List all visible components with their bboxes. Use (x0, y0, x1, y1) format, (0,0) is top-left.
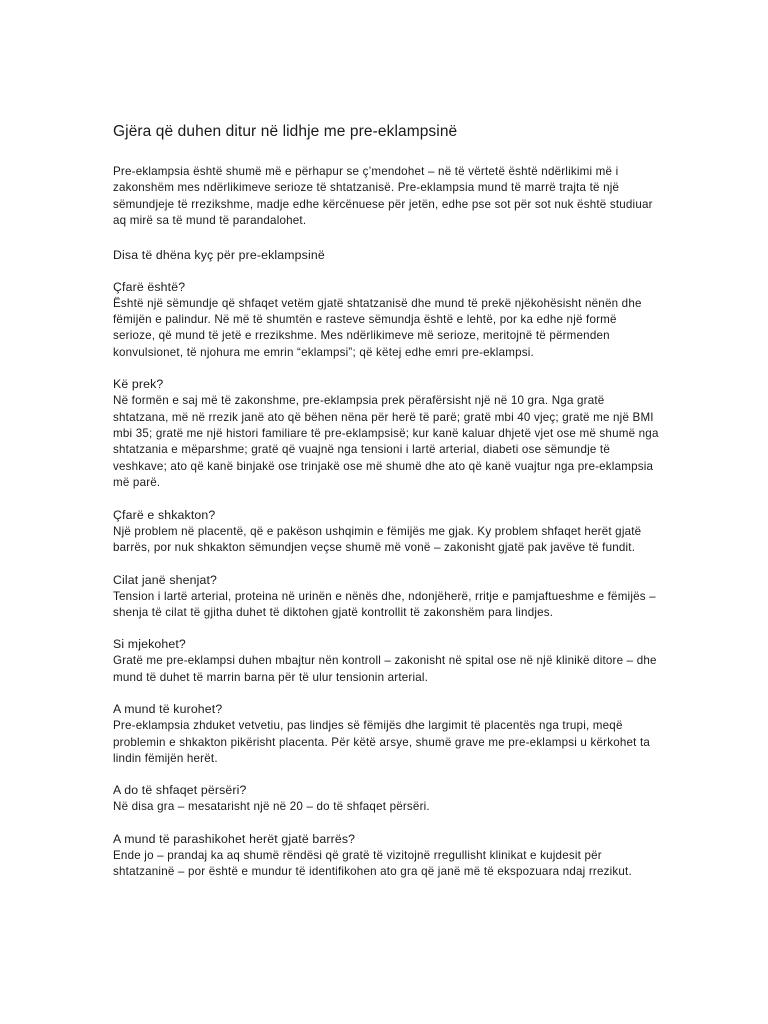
faq-question: Cilat janë shenjat? (113, 572, 218, 587)
faq-section-treatment (113, 636, 661, 686)
faq-answer: Ende jo – prandaj ka aq shumë rëndësi që gratë të vizitojnë rregullisht klinikat e kujdesit për shtatzaninë – por është e mundur të identifikohen ato gra që janë më të ekspozuara ndaj rrezikut. (113, 848, 632, 879)
faq-question: Kë prek? (113, 377, 164, 392)
faq-answer: Një problem në placentë, që e pakëson ushqimin e fëmijës me gjak. Ky problem shfaqet herët gjatë barrës, por nuk shkakton sëmundjen veçse shumë më vonë – zakonisht gjatë pak javëve të fundit. (113, 524, 642, 555)
faq-question: A do të shfaqet përsëri? (113, 783, 247, 798)
faq-section-cure (113, 701, 661, 767)
faq-section-who (113, 376, 661, 491)
faq-answer: Gratë me pre-eklampsi duhen mbajtur nën kontroll – zakonisht në spital ose në një klinikë ditore – dhe mund të duhet të marrin barna për të ulur tensionin arterial. (113, 654, 657, 684)
faq-question: Si mjekohet? (113, 637, 186, 652)
faq-question: Çfarë është? (113, 279, 186, 294)
faq-answer: Është një sëmundje që shfaqet vetëm gjatë shtatzanisë dhe mund të prekë njëkohësisht nënën dhe fëmijën e palindur. Në më të shumtën e rasteve sëmundja është e lehtë, por ka edhe një formë serioze, që mund të jetë e rrezikshme. Mes ndërlikimeve më serioze, meritojnë të përmenden konvulsionet, të njohura me emrin “eklampsi”; që këtej edhe emri pre-eklampsi. (113, 296, 642, 359)
faq-section-prediction (113, 831, 661, 881)
faq-section-cause (113, 507, 661, 557)
faq-answer: Tension i lartë arterial, proteina në urinën e nënës dhe, ndonjëherë, rritje e pamjaftueshme e fëmijës – shenja të cilat të gjitha duhet të diktohen gjatë kontrollit të zakonshëm para lindjes. (113, 589, 656, 619)
faq-answer: Në disa gra – mesatarisht një në 20 – do të shfaqet përsëri. (113, 800, 430, 814)
key-facts-heading: Disa të dhëna kyç për pre-eklampsinë (113, 247, 325, 262)
document-page (113, 122, 661, 896)
faq-question: Çfarë e shkakton? (113, 507, 216, 522)
faq-answer: Pre-eklampsia zhduket vetvetiu, pas lindjes së fëmijës dhe largimit të placentës nga trupi, meqë problemin e shkakton pikërisht placenta. Për këtë arsye, shumë grave me pre-eklampsi u kërkohet ta lindin fëmijën herët. (113, 719, 651, 765)
faq-section-what (113, 279, 661, 362)
faq-question: A mund të parashikohet herët gjatë barrës? (113, 831, 356, 846)
faq-answer: Në formën e saj më të zakonshme, pre-eklampsia prek përafërsisht një në 10 gra. Nga gratë shtatzana, më në rrezik janë ato që bëhen nëna për herë të parë; gratë mbi 40 vjeç; gratë me një BMI mbi 35; gratë me një histori familiare të pre-eklampsisë; kur kanë kaluar dhjetë vjet ose më shumë nga shtatzania e mëparshme; gratë që vuajnë nga tensioni i lartë arterial, diabeti ose sëmundje të veshkave; ato që kanë binjakë ose trinjakë ose më shumë dhe ato që kanë vuajtur nga pre-eklampsia më parë. (113, 394, 659, 490)
document-title: Gjëra që duhen ditur në lidhje me pre-eklampsinë (113, 123, 458, 140)
faq-question: A mund të kurohet? (113, 702, 223, 717)
faq-section-signs (113, 572, 661, 622)
intro-paragraph: Pre-eklampsia është shumë më e përhapur se ç’mendohet – në të vërtetë është ndërlikimi më i zakonshëm mes ndërlikimeve serioze të shtatzanisë. Pre-eklampsia mund të marrë trajta të një sëmundjeje të rrezikshme, madje edhe kërcënuese për jetën, edhe pse sot për sot nuk është studiuar aq mirë sa të mund të parandalohet. (113, 165, 653, 228)
faq-section-recurrence (113, 782, 661, 815)
